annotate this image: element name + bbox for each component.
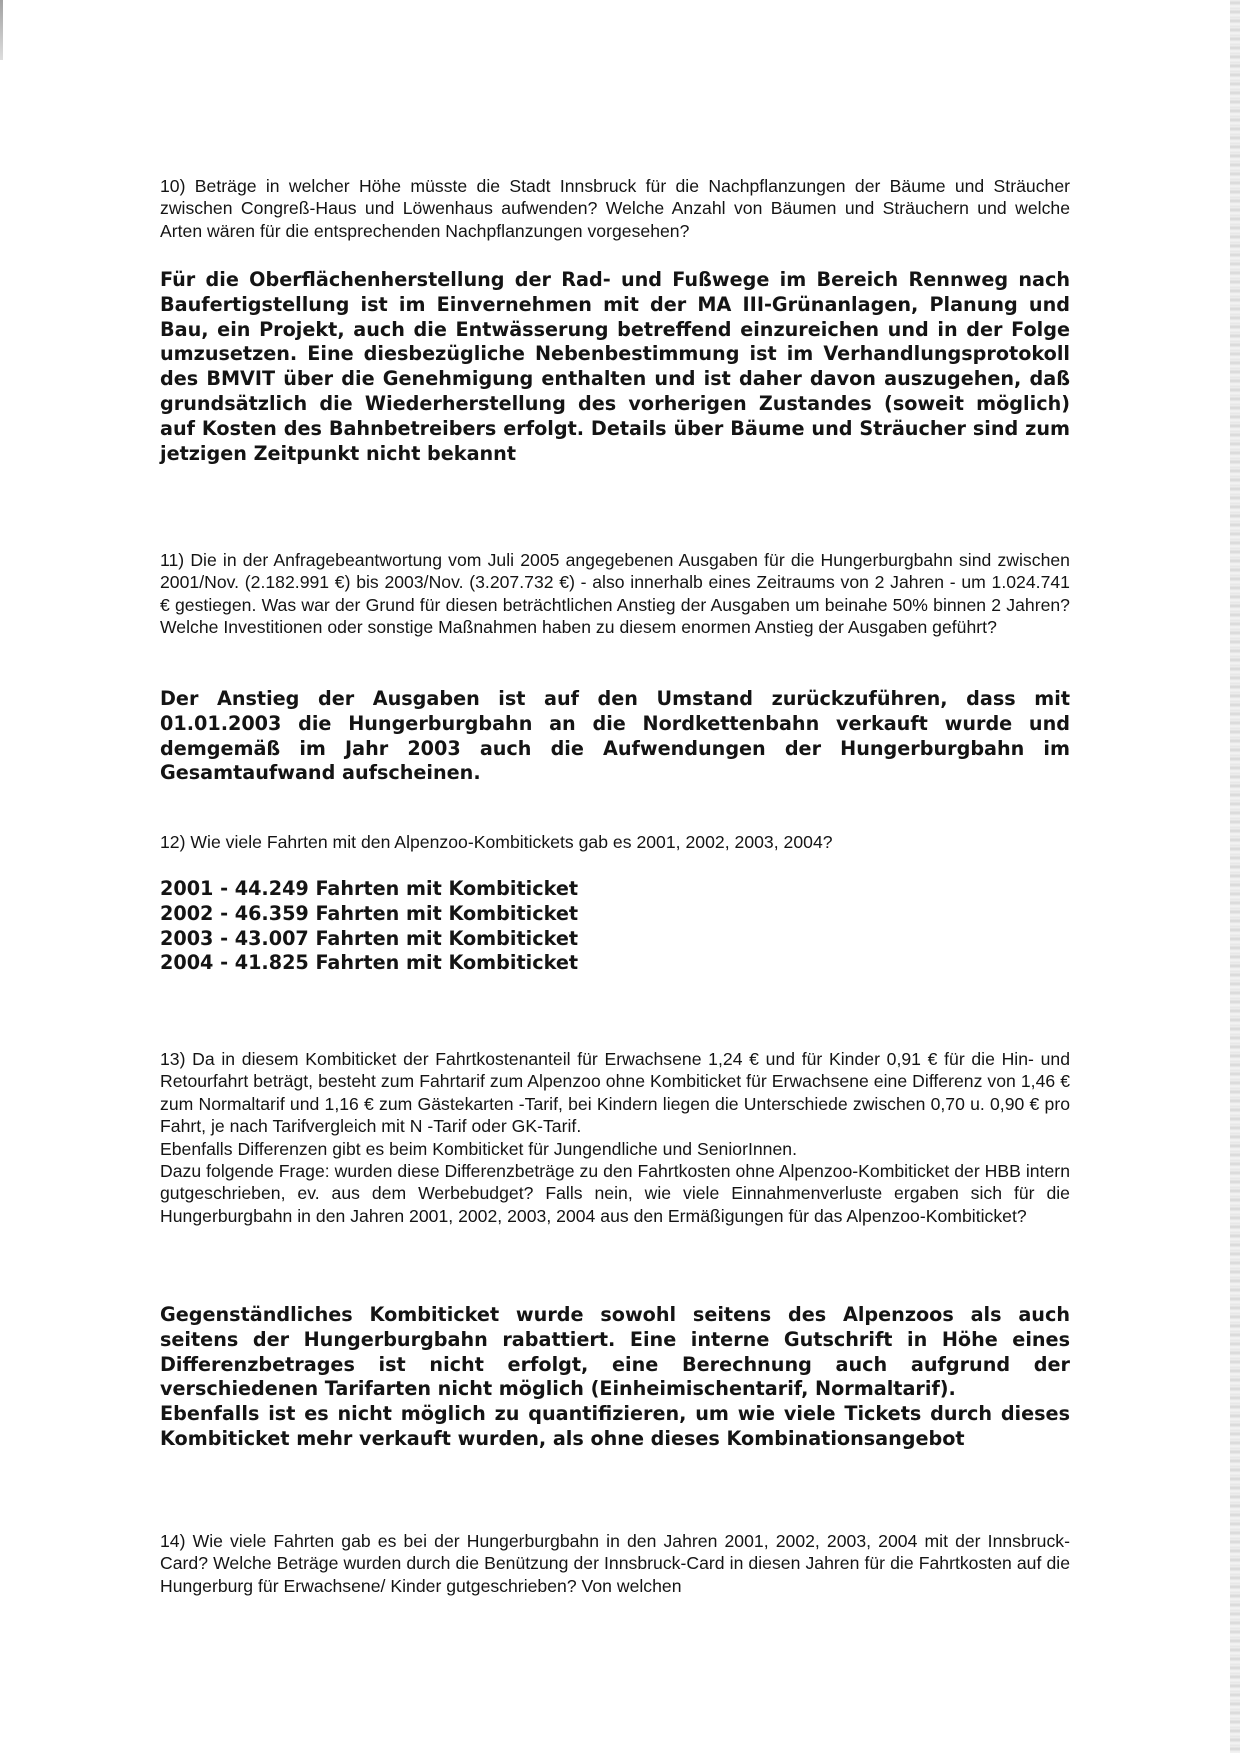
answer-13-part: Gegenständliches Kombiticket wurde sowohl seitens des Alpenzoos als auch seitens der Hungerburgbahn rabattiert. Eine interne Gutschrift in Höhe eines Differenzbetrages ist nicht erfolgt, eine Berechnung auch aufgrund der verschiedenen Tarifarten nicht möglich (Einheimischentarif, Normaltarif).	[160, 1303, 1070, 1401]
section-11	[160, 549, 1070, 639]
question-10: 10) Beträge in welcher Höhe müsste die Stadt Innsbruck für die Nachpflanzungen der Bäume und Sträucher zwischen Congreß-Haus und Löwenhaus aufwenden? Welche Anzahl von Bäumen und Sträuchern und welche Arten wären für die entsprechenden Nachpflanzungen vorgesehen?	[160, 176, 1070, 241]
answer-12	[160, 877, 1070, 976]
answer-12-line: 2002 - 46.359 Fahrten mit Kombiticket	[160, 901, 579, 925]
scan-edge-right	[1230, 0, 1240, 1753]
question-12: 12) Wie viele Fahrten mit den Alpenzoo-Kombitickets gab es 2001, 2002, 2003, 2004?	[160, 832, 833, 852]
question-13-part: 13) Da in diesem Kombiticket der Fahrtkostenanteil für Erwachsene 1,24 € und für Kinder 0,91 € für die Hin- und Retourfahrt beträgt, besteht zum Fahrtarif zum Alpenzoo ohne Kombiticket für Erwachsene eine Differenz von 1,46 € zum Normaltarif und 1,16 € zum Gästekarten -Tarif, bei Kindern liegen die Unterschiede zwischen 0,70 u. 0,90 € pro Fahrt, je nach Tarifvergleich mit N -Tarif oder GK-Tarif.	[160, 1049, 1070, 1137]
section-11-answer-block	[160, 687, 1070, 786]
section-13	[160, 1048, 1070, 1227]
section-14	[160, 1530, 1070, 1597]
answer-13-part: Ebenfalls ist es nicht möglich zu quantifizieren, um wie viele Tickets durch dieses Kombiticket mehr verkauft wurden, als ohne dieses Kombinationsangebot	[160, 1402, 1070, 1450]
answer-12-line: 2004 - 41.825 Fahrten mit Kombiticket	[160, 951, 579, 975]
answer-13	[160, 1303, 1070, 1452]
question-13-part: Ebenfalls Differenzen gibt es beim Kombiticket für Jungendliche und SeniorInnen.	[160, 1138, 797, 1159]
answer-12-line: 2001 - 44.249 Fahrten mit Kombiticket	[160, 877, 579, 900]
scan-edge-left	[0, 0, 3, 60]
section-12	[160, 831, 1070, 853]
question-11: 11) Die in der Anfragebeantwortung vom Juli 2005 angegebenen Ausgaben für die Hungerburgbahn sind zwischen 2001/Nov. (2.182.991 €) bis 2003/Nov. (3.207.732 €) - also innerhalb eines Zeitraums von 2 Jahren - um 1.024.741 € gestiegen. Was war der Grund für diesen beträchtlichen Anstieg der Ausgaben um beinahe 50% binnen 2 Jahren? Welche Investitionen oder sonstige Maßnahmen haben zu diesem enormen Anstieg der Ausgaben geführt?	[160, 550, 1070, 638]
answer-12-line: 2003 - 43.007 Fahrten mit Kombiticket	[160, 926, 579, 950]
question-13-part: Dazu folgende Frage: wurden diese Differenzbeträge zu den Fahrtkosten ohne Alpenzoo-Kombiticket der HBB intern gutgeschrieben, ev. aus dem Werbebudget? Falls nein, wie viele Einnahmenverluste ergaben sich für die Hungerburgbahn in den Jahren 2001, 2002, 2003, 2004 aus den Ermäßigungen für das Alpenzoo-Kombiticket?	[160, 1161, 1070, 1226]
question-14: 14) Wie viele Fahrten gab es bei der Hungerburgbahn in den Jahren 2001, 2002, 2003, 2004 mit der Innsbruck-Card? Welche Beträge wurden durch die Benützung der Innsbruck-Card in diesen Jahren für die Fahrtkosten auf die Hungerburg für Erwachsene/ Kinder gutgeschrieben? Von welchen	[160, 1531, 1070, 1596]
section-10	[160, 175, 1070, 242]
section-13-answer-block	[160, 1303, 1070, 1452]
answer-10: Für die Oberflächenherstellung der Rad- und Fußwege im Bereich Rennweg nach Baufertigstellung ist im Einvernehmen mit der MA III-Grünanlagen, Planung und Bau, ein Projekt, auch die Entwässerung betreffend einzureichen und in der Folge umzusetzen. Eine diesbezügliche Nebenbestimmung ist im Verhandlungsprotokoll des BMVIT über die Genehmigung enthalten und ist daher davon auszugehen, daß grundsätzlich die Wiederherstellung des vorherigen Zustandes (soweit möglich) auf Kosten des Bahnbetreibers erfolgt. Details über Bäume und Sträucher sind zum jetzigen Zeitpunkt nicht bekannt	[160, 268, 1070, 465]
question-13	[160, 1048, 1070, 1227]
section-12-answer-block	[160, 877, 1070, 976]
section-10-answer-block	[160, 268, 1070, 466]
answer-11: Der Anstieg der Ausgaben ist auf den Umstand zurückzuführen, dass mit 01.01.2003 die Hungerburgbahn an die Nordkettenbahn verkauft wurde und demgemäß im Jahr 2003 auch die Aufwendungen der Hungerburgbahn im Gesamtaufwand aufscheinen.	[160, 687, 1070, 785]
